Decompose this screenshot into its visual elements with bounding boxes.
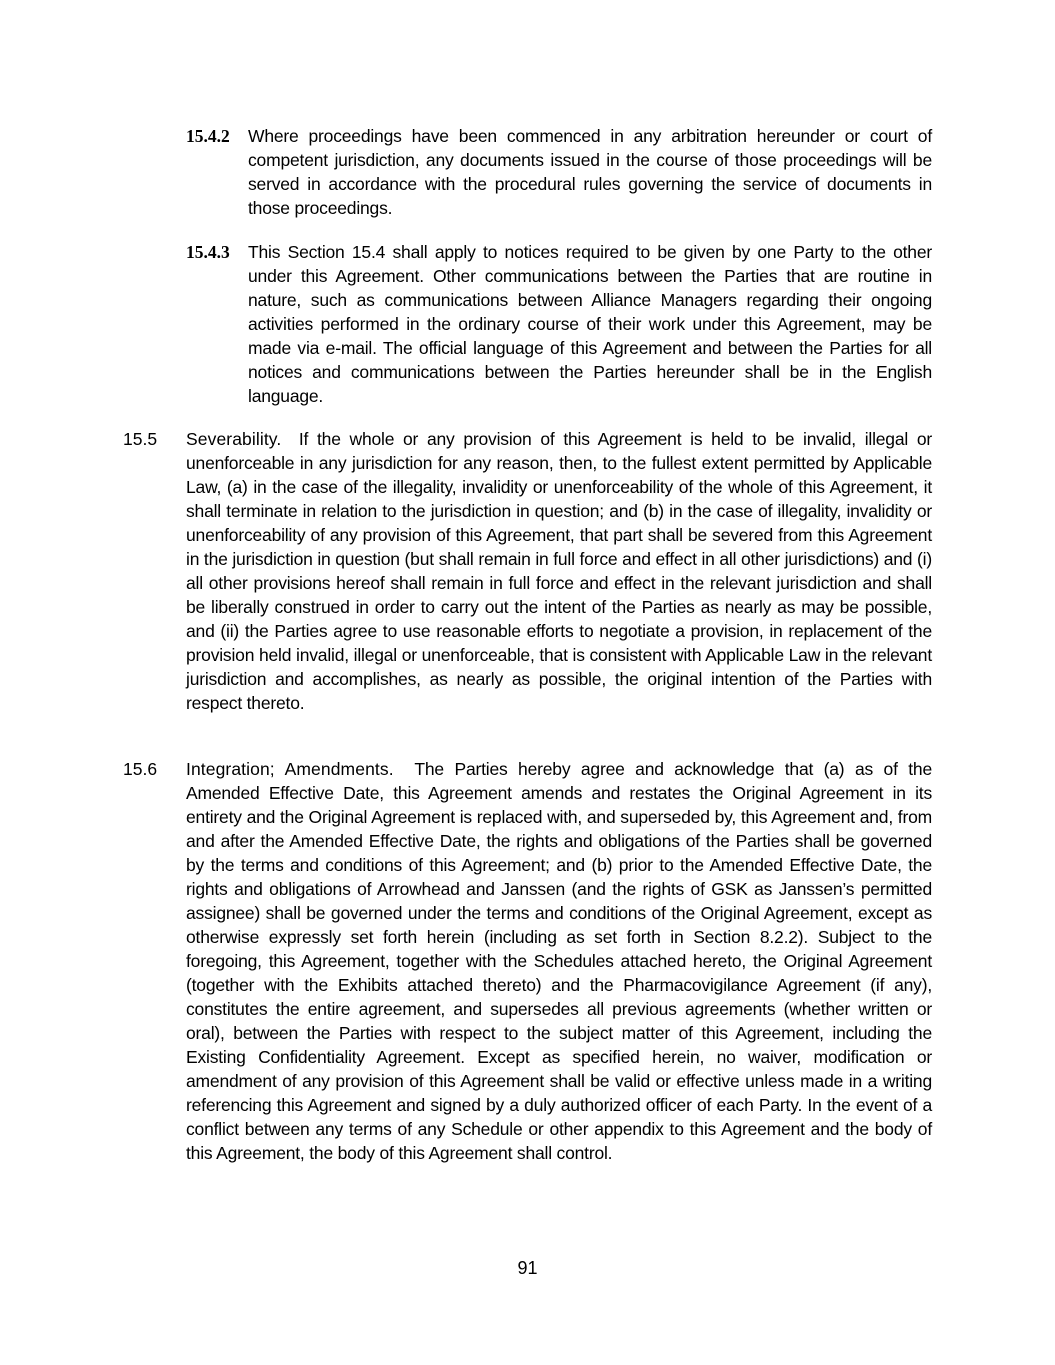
section-text: This Section 15.4 shall apply to notices required to be given by one Party to the other under this Agreement. Other communications between the Parties that are routine in nature, such as communications between Alliance Managers regarding their ongoing activities performed in the ordinary course of their work under this Agreement, may be made via e-mail. The official language of this Agreement and between the Parties for all notices and communications between the Parties hereunder shall be in the English language. (248, 242, 932, 406)
section-number: 15.4.3 (186, 242, 230, 262)
section-number: 15.4.2 (186, 126, 230, 146)
section-text: The Parties hereby agree and acknowledge that (a) as of the Amended Effective Date, this Agreement amends and restates the Original Agreement in its entirety and the Original Agreement is replaced with, and superseded by, this Agreement and, from and after the Amended Effective Date, the rights and obligations of the Parties shall be governed by the terms and conditions of this Agreement; and (b) prior to the Amended Effective Date, the rights and obligations of Arrowhead and Janssen (and the rights of GSK as Janssen’s permitted assignee) shall be governed under the terms and conditions of the Original Agreement, except as otherwise expressly set forth herein (including as set forth in Section 8.2.2). Subject to the foregoing, this Agreement, together with the Schedules attached hereto, the Original Agreement (together with the Exhibits attached thereto) and the Pharmacovigilance Agreement (if any), constitutes the entire agreement, and supersedes all previous agreements (whether written or oral), between the Parties with respect to the subject matter of this Agreement, including the Existing Confidentiality Agreement. Except as specified herein, no waiver, modification or amendment of any provision of this Agreement shall be valid or effective unless made in a writing referencing this Agreement and signed by a duly authorized officer of each Party. In the event of a conflict between any terms of any Schedule or other appendix to this Agreement and the body of this Agreement, the body of this Agreement shall control. (186, 759, 932, 1163)
section-heading: Severability. (186, 429, 282, 449)
section-text: If the whole or any provision of this Agreement is held to be invalid, illegal or unenforceable in any jurisdiction for any reason, then, to the fullest extent permitted by Applicable Law, (a) in the case of the illegality, invalidity or unenforceability of the whole of this Agreement, it shall terminate in relation to the jurisdiction in question; and (b) in the case of illegality, invalidity or unenforceability of any provision of this Agreement, that part shall be severed from this Agreement in the jurisdiction in question (but shall remain in full force and effect in all other jurisdictions) and (i) all other provisions hereof shall remain in full force and effect in the relevant jurisdiction and shall be liberally construed in order to carry out the intent of the Parties as nearly as may be possible, and (ii) the Parties agree to use reasonable efforts to negotiate a provision, in replacement of the provision held invalid, illegal or unenforceable, that is consistent with Applicable Law in the relevant jurisdiction and accomplishes, as nearly as possible, the original intention of the Parties with respect thereto. (186, 429, 932, 713)
section-15-4-3 (186, 240, 932, 408)
section-text: Where proceedings have been commenced in any arbitration hereunder or court of competent jurisdiction, any documents issued in the course of those proceedings will be served in accordance with the procedural rules governing the service of documents in those proceedings. (248, 126, 932, 218)
page-number: 91 (517, 1258, 538, 1278)
section-body (186, 757, 932, 1165)
section-number: 15.6 (123, 759, 158, 779)
section-15-4-2 (186, 124, 932, 220)
section-15-6 (123, 757, 932, 1165)
section-body (186, 427, 932, 715)
section-number: 15.5 (123, 429, 158, 449)
section-heading: Integration; Amendments. (186, 759, 394, 779)
section-15-5 (123, 427, 932, 715)
